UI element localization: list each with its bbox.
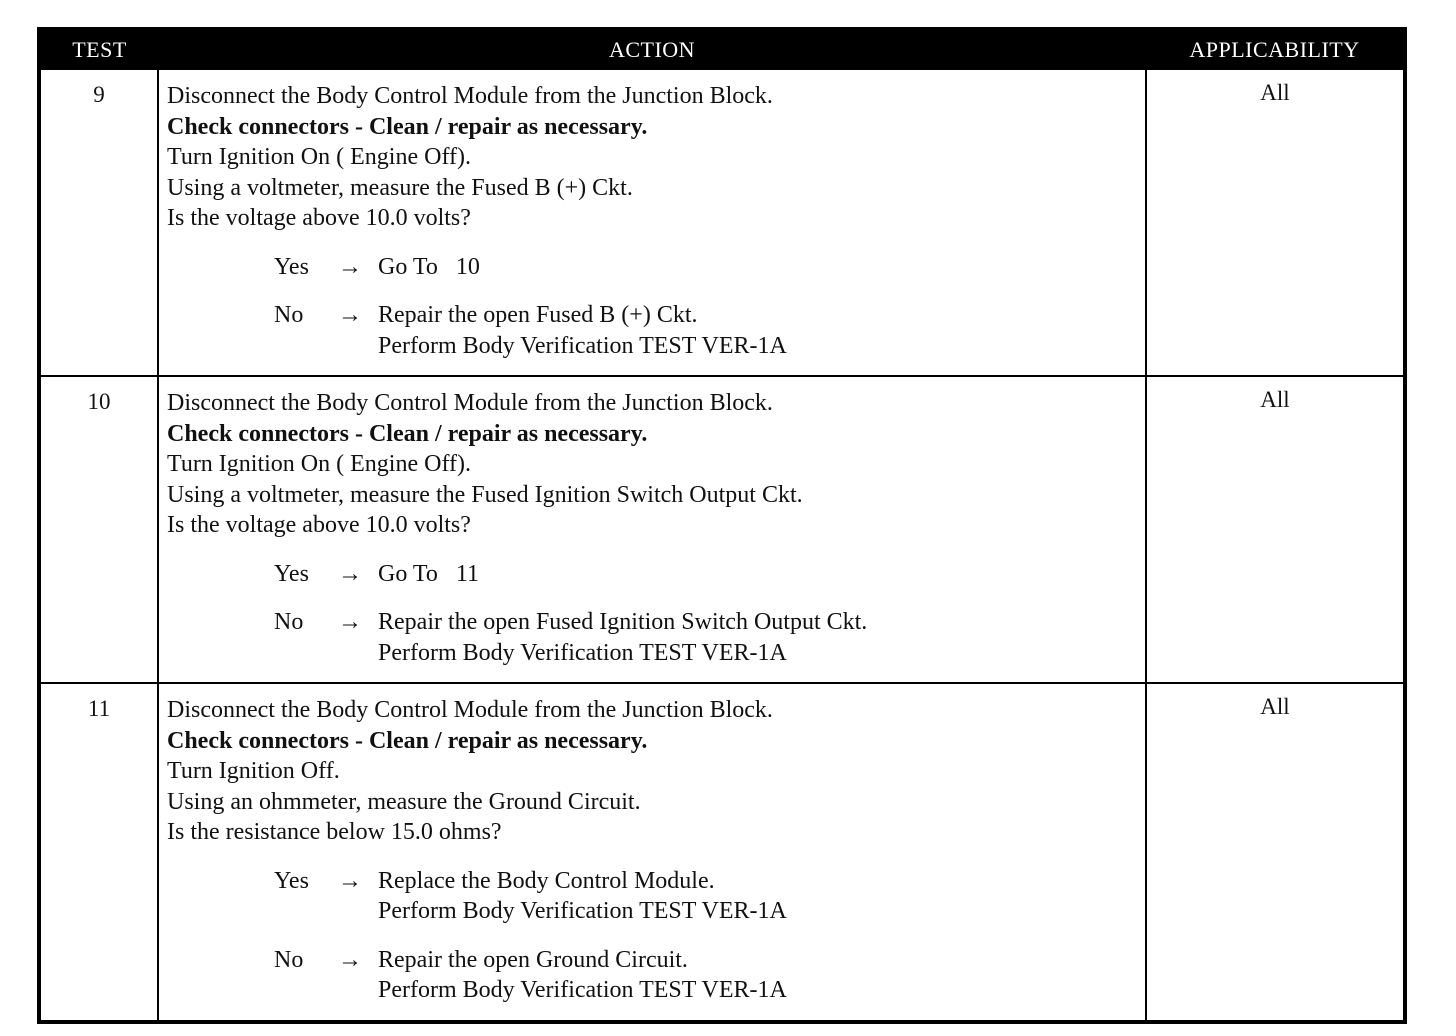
action-step-bold: Check connectors - Clean / repair as necessary. [167, 727, 648, 754]
test-number: 10 [39, 376, 158, 683]
no-result [378, 945, 1137, 1006]
action-step: Disconnect the Body Control Module from the Junction Block. [167, 83, 773, 109]
diagnostic-table [37, 27, 1407, 1024]
result-line: Go To 10 [378, 253, 480, 280]
result-line: Perform Body Verification TEST VER-1A [378, 332, 787, 359]
action-step-bold: Check connectors - Clean / repair as necessary. [167, 113, 648, 140]
yes-label: Yes [274, 867, 309, 894]
no-label: No [274, 609, 304, 635]
action-question: Is the voltage above 10.0 volts? [167, 205, 471, 231]
action-step: Using an ohmmeter, measure the Ground Circuit. [167, 788, 641, 815]
yes-result [378, 866, 1137, 927]
result-line: Repair the open Fused B (+) Ckt. [378, 302, 698, 328]
arrow-icon: → [338, 946, 362, 973]
action-step: Disconnect the Body Control Module from the Junction Block. [167, 697, 773, 723]
arrow-icon: → [338, 867, 362, 894]
yes-branch [274, 559, 1137, 590]
yes-result [378, 559, 1137, 590]
header-action: ACTION [158, 29, 1146, 69]
result-line: Repair the open Ground Circuit. [378, 946, 688, 973]
action-cell [158, 683, 1146, 1022]
action-step: Disconnect the Body Control Module from the Junction Block. [167, 390, 773, 416]
result-line: Perform Body Verification TEST VER-1A [378, 639, 787, 666]
action-step: Turn Ignition On ( Engine Off). [167, 144, 471, 170]
table-row [39, 683, 1405, 1022]
no-branch [274, 945, 1137, 1006]
result-line: Repair the open Fused Ignition Switch Output Ckt. [378, 609, 868, 635]
arrow-icon: → [338, 253, 362, 280]
applicability-value: All [1146, 69, 1405, 376]
table-header [39, 29, 1405, 69]
no-branch [274, 607, 1137, 668]
action-step: Turn Ignition On ( Engine Off). [167, 451, 471, 477]
table-row [39, 69, 1405, 376]
yes-result [378, 252, 1137, 283]
test-number: 11 [39, 683, 158, 1022]
action-question: Is the resistance below 15.0 ohms? [167, 819, 502, 845]
action-step-bold: Check connectors - Clean / repair as necessary. [167, 420, 648, 447]
result-line: Perform Body Verification TEST VER-1A [378, 898, 787, 924]
action-cell [158, 376, 1146, 683]
yes-label: Yes [274, 253, 309, 280]
applicability-value: All [1146, 683, 1405, 1022]
test-number: 9 [39, 69, 158, 376]
action-question: Is the voltage above 10.0 volts? [167, 512, 471, 538]
yes-branch [274, 252, 1137, 283]
no-label: No [274, 946, 304, 973]
action-cell [158, 69, 1146, 376]
yes-label: Yes [274, 560, 309, 587]
table-body [39, 69, 1405, 1022]
applicability-value: All [1146, 376, 1405, 683]
header-row [39, 29, 1405, 69]
no-result [378, 607, 1137, 668]
header-test: TEST [39, 29, 158, 69]
result-line: Perform Body Verification TEST VER-1A [378, 977, 787, 1003]
result-line: Replace the Body Control Module. [378, 867, 715, 894]
no-label: No [274, 302, 304, 328]
arrow-icon: → [338, 609, 362, 635]
action-step: Using a voltmeter, measure the Fused Ignition Switch Output Ckt. [167, 481, 803, 508]
table-row [39, 376, 1405, 683]
yes-branch [274, 866, 1137, 927]
arrow-icon: → [338, 302, 362, 328]
action-step: Using a voltmeter, measure the Fused B (+) Ckt. [167, 174, 633, 201]
no-branch [274, 300, 1137, 361]
result-line: Go To 11 [378, 560, 479, 587]
action-step: Turn Ignition Off. [167, 758, 340, 784]
arrow-icon: → [338, 560, 362, 587]
no-result [378, 300, 1137, 361]
header-applicability: APPLICABILITY [1146, 29, 1405, 69]
